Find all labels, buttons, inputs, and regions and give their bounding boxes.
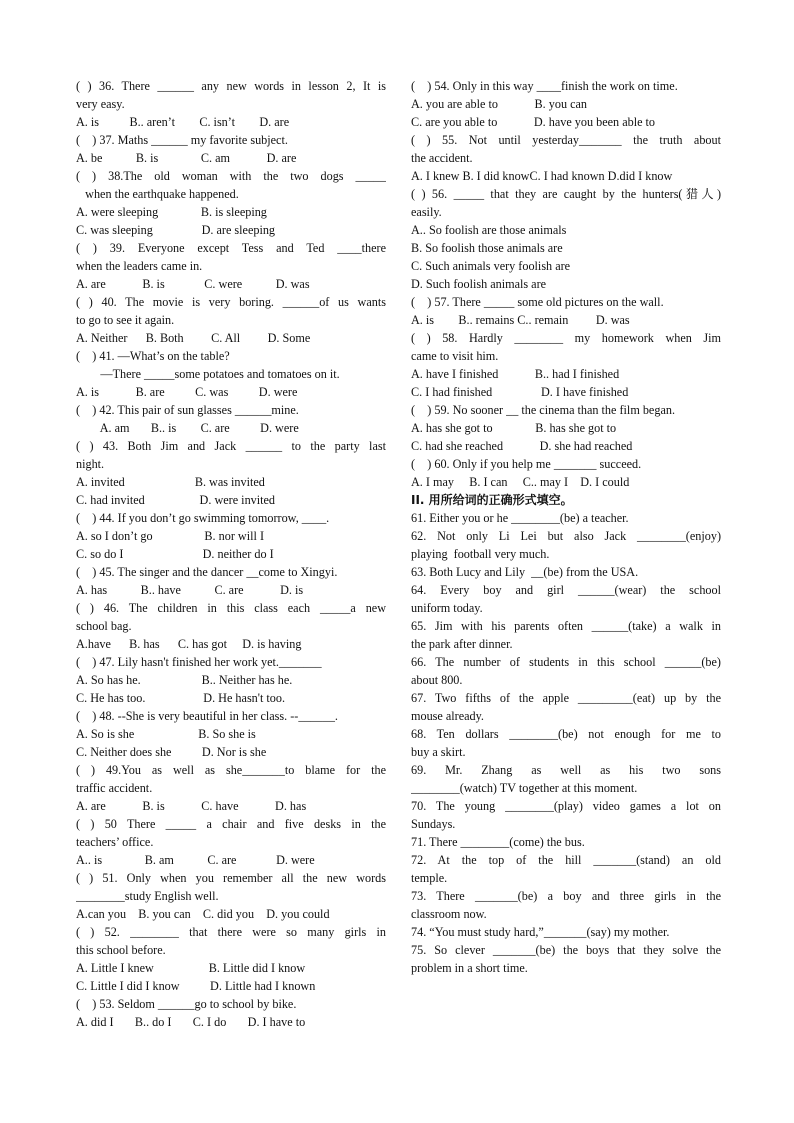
text-line: ( ) 51. Only when you remember all the new words xyxy=(76,871,386,885)
text-line: the park after dinner. xyxy=(411,637,513,651)
text-line: 68. Ten dollars ________(be) not enough for me to xyxy=(411,727,721,741)
text-line: A. has she got to B. has she got to xyxy=(411,421,617,435)
text-line: 65. Jim with his parents often ______(take) a walk in xyxy=(411,619,721,633)
text-line: C. Little I did I know D. Little had I known xyxy=(76,979,316,993)
text-line: A. be B. is C. am D. are xyxy=(76,151,297,165)
text-line: D. Such foolish animals are xyxy=(411,277,547,291)
text-line: ( ) 58. Hardly ________ my homework when Jim xyxy=(411,331,721,345)
text-line: ( ) 48. --She is very beautiful in her class. --______. xyxy=(76,709,338,723)
text-line: traffic accident. xyxy=(76,781,153,795)
left-column xyxy=(76,77,386,1031)
text-line: A. So has he. B.. Neither has he. xyxy=(76,673,293,687)
text-line: ( ) 50 There _____ a chair and five desks in the xyxy=(76,817,386,831)
text-line: teachers’ office. xyxy=(76,835,154,849)
text-line: mouse already. xyxy=(411,709,484,723)
text-line: ( ) 56. _____ that they are caught by the hunters(猎人) xyxy=(411,187,721,201)
text-line: C. are you able to D. have you been able to xyxy=(411,115,656,129)
text-line: school bag. xyxy=(76,619,132,633)
text-line: A. So is she B. So she is xyxy=(76,727,256,741)
text-line: ( ) 53. Seldom ______go to school by bike. xyxy=(76,997,297,1011)
text-line: 64. Every boy and girl ______(wear) the school xyxy=(411,583,721,597)
text-line: this school before. xyxy=(76,943,166,957)
text-line: A. you are able to B. you can xyxy=(411,97,587,111)
text-line: ( ) 49.You as well as she_______to blame for the xyxy=(76,763,386,777)
text-line: C. He has too. D. He hasn't too. xyxy=(76,691,286,705)
text-line: A.. So foolish are those animals xyxy=(411,223,567,237)
text-line: ( ) 38.The old woman with the two dogs _____ xyxy=(76,169,386,183)
text-line: A. is B.. aren’t C. isn’t D. are xyxy=(76,115,290,129)
text-line: ________study English well. xyxy=(76,889,219,903)
text-line: 67. Two fifths of the apple _________(eat) up by the xyxy=(411,691,721,705)
text-line: A.have B. has C. has got D. is having xyxy=(76,637,302,651)
text-line: A. I may B. I can C.. may I D. I could xyxy=(411,475,630,489)
text-line: 63. Both Lucy and Lily __(be) from the USA. xyxy=(411,565,639,579)
text-line: ( ) 57. There _____ some old pictures on the wall. xyxy=(411,295,664,309)
text-line: A. are B. is C. were D. was xyxy=(76,277,310,291)
text-line: C. I had finished D. I have finished xyxy=(411,385,629,399)
text-line: A. invited B. was invited xyxy=(76,475,265,489)
text-line: 62. Not only Li Lei but also Jack ________(enjoy) xyxy=(411,529,721,543)
text-line: ( ) 37. Maths ______ my favorite subject. xyxy=(76,133,288,147)
text-line: A. are B. is C. have D. has xyxy=(76,799,307,813)
text-line: A. have I finished B.. had I finished xyxy=(411,367,620,381)
text-line: ( ) 55. Not until yesterday_______ the truth about xyxy=(411,133,721,147)
text-line: C. had invited D. were invited xyxy=(76,493,276,507)
text-line: 69. Mr. Zhang as well as his two sons xyxy=(411,763,721,777)
text-line: playing football very much. xyxy=(411,547,550,561)
text-line: when the leaders came in. xyxy=(76,259,203,273)
text-line: A. I knew B. I did knowC. I had known D.did I know xyxy=(411,169,673,183)
text-line: A. were sleeping B. is sleeping xyxy=(76,205,267,219)
text-line: C. Neither does she D. Nor is she xyxy=(76,745,267,759)
text-line: 71. There ________(come) the bus. xyxy=(411,835,585,849)
text-line: ( ) 59. No sooner __ the cinema than the film began. xyxy=(411,403,675,417)
text-line: A. did I B.. do I C. I do D. I have to xyxy=(76,1015,306,1029)
text-line: ( ) 36. There ______ any new words in lesson 2, It is xyxy=(76,79,386,93)
text-line: ________(watch) TV together at this moment. xyxy=(411,781,638,795)
text-line: A. is B. are C. was D. were xyxy=(76,385,298,399)
text-line: A. so I don’t go B. nor will I xyxy=(76,529,265,543)
text-line: came to visit him. xyxy=(411,349,499,363)
text-line: classroom now. xyxy=(411,907,487,921)
text-line: ( ) 52. ________ that there were so many girls in xyxy=(76,925,386,939)
text-line: —There _____some potatoes and tomatoes on it. xyxy=(76,367,340,381)
text-line: ( ) 60. Only if you help me _______ succeed. xyxy=(411,457,642,471)
text-line: ( ) 45. The singer and the dancer __come to Xingyi. xyxy=(76,565,338,579)
text-line: the accident. xyxy=(411,151,473,165)
text-line: easily. xyxy=(411,205,442,219)
text-line: ( ) 40. The movie is very boring. ______of us wants xyxy=(76,295,386,309)
right-column xyxy=(411,77,721,977)
text-line: 66. The number of students in this school ______(be) xyxy=(411,655,721,669)
text-line: A.can you B. you can C. did you D. you could xyxy=(76,907,330,921)
text-line: C. so do I D. neither do I xyxy=(76,547,274,561)
text-line: ( ) 39. Everyone except Tess and Ted ____there xyxy=(76,241,386,255)
text-line: night. xyxy=(76,457,105,471)
text-line: ( ) 47. Lily hasn't finished her work yet._______ xyxy=(76,655,322,669)
text-line: ( ) 42. This pair of sun glasses ______mine. xyxy=(76,403,299,417)
text-line: 72. At the top of the hill _______(stand) an old xyxy=(411,853,721,867)
text-line: ( ) 43. Both Jim and Jack ______ to the party last xyxy=(76,439,386,453)
text-line: C. Such animals very foolish are xyxy=(411,259,571,273)
text-line: ( ) 41. —What’s on the table? xyxy=(76,349,230,363)
text-line: C. was sleeping D. are sleeping xyxy=(76,223,276,237)
text-line: A. has B.. have C. are D. is xyxy=(76,583,304,597)
text-line: A.. is B. am C. are D. were xyxy=(76,853,315,867)
section-heading: II. 用所给词的正确形式填空。 xyxy=(411,493,573,507)
text-line: uniform today. xyxy=(411,601,483,615)
text-line: about 800. xyxy=(411,673,463,687)
text-line: 70. The young ________(play) video games a lot on xyxy=(411,799,721,813)
text-line: temple. xyxy=(411,871,448,885)
text-line: very easy. xyxy=(76,97,125,111)
text-line: A. Little I knew B. Little did I know xyxy=(76,961,306,975)
text-line: buy a skirt. xyxy=(411,745,466,759)
text-line: ( ) 46. The children in this class each _____a new xyxy=(76,601,386,615)
text-line: ( ) 44. If you don’t go swimming tomorrow, ____. xyxy=(76,511,330,525)
text-line: problem in a short time. xyxy=(411,961,528,975)
text-line: 61. Either you or he ________(be) a teacher. xyxy=(411,511,629,525)
text-line: A. Neither B. Both C. All D. Some xyxy=(76,331,311,345)
text-line: C. had she reached D. she had reached xyxy=(411,439,633,453)
text-line: B. So foolish those animals are xyxy=(411,241,563,255)
text-line: 75. So clever _______(be) the boys that they solve the xyxy=(411,943,721,957)
text-line: 73. There _______(be) a boy and three girls in the xyxy=(411,889,721,903)
text-line: when the earthquake happened. xyxy=(76,187,239,201)
text-line: ( ) 54. Only in this way ____finish the work on time. xyxy=(411,79,678,93)
text-line: A. am B.. is C. are D. were xyxy=(76,421,299,435)
text-line: A. is B.. remains C.. remain D. was xyxy=(411,313,630,327)
text-line: Sundays. xyxy=(411,817,456,831)
text-line: to go to see it again. xyxy=(76,313,175,327)
text-line: 74. “You must study hard,”_______(say) my mother. xyxy=(411,925,670,939)
